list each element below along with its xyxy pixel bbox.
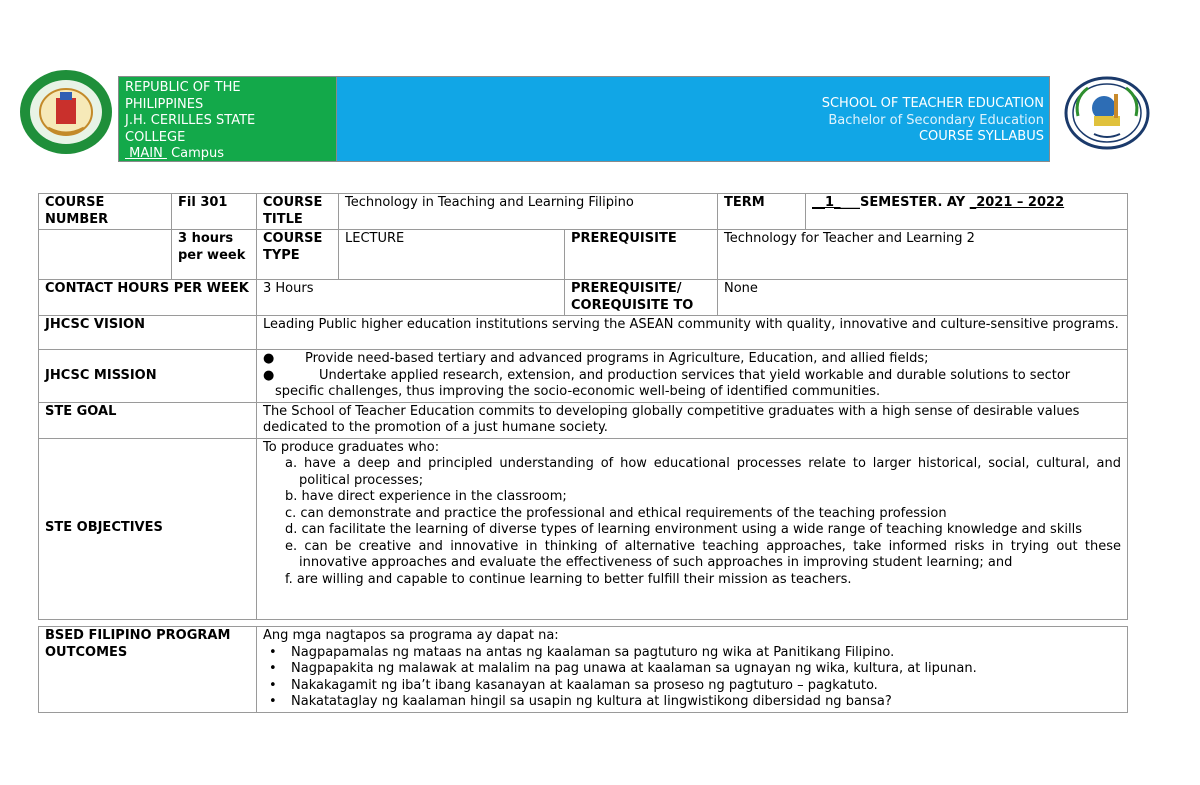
program-name: Bachelor of Secondary Education <box>828 112 1044 128</box>
campus-name: MAIN <box>125 146 167 161</box>
table-row <box>39 350 1128 403</box>
outcomes-label: BSED FILIPINO PROGRAM OUTCOMES <box>39 627 257 713</box>
list-item: f. are willing and capable to continue learning to better fulfill their mission as teachers. <box>285 571 852 587</box>
course-info-table <box>38 193 1128 620</box>
bullet-icon: • <box>269 661 277 676</box>
list-item: b. have direct experience in the classroom; <box>285 489 567 504</box>
table-row <box>39 402 1128 438</box>
contact-hours: 3 Hours <box>257 280 565 316</box>
course-title: Technology in Teaching and Learning Filipino <box>339 194 718 230</box>
objectives-intro: To produce graduates who: <box>263 439 440 455</box>
institution-line: PHILIPPINES <box>125 96 204 112</box>
list-item: • Nakatataglay ng kaalaman hingil sa usapin ng kultura at lingwistikong dibersidad ng bansa? <box>263 694 1121 711</box>
course-number: Fil 301 <box>172 194 257 230</box>
list-item: d. can facilitate the learning of diverse types of learning environment using a wide range of teaching knowledge and skills <box>285 522 1082 537</box>
campus-line <box>125 146 330 163</box>
list-item: • Nagpapakita ng malawak at malalim na pag unawa at kaalaman sa ugnayan ng wika, kultura, at lipunan. <box>263 661 1121 678</box>
table-row <box>39 438 1128 619</box>
hours-per-week: 3 hours per week <box>172 230 257 280</box>
objectives-cell <box>257 438 1128 619</box>
course-type: LECTURE <box>339 230 565 280</box>
school-name: SCHOOL OF TEACHER EDUCATION <box>821 96 1044 111</box>
list-item: • Nakakagamit ng iba’t ibang kasanayan at kaalaman sa proseso ng pagtuturo – pagkatuto. <box>263 678 1121 695</box>
list-item: e. can be creative and innovative in thinking of alternative teaching approaches, take informed risks in trying out these innovative approaches and evaluate the effectiveness of such approaches in improving student learning; and <box>285 538 1121 570</box>
mission-cell <box>257 350 1128 403</box>
outcomes-cell <box>257 627 1128 713</box>
table-row <box>39 280 1128 316</box>
outcomes-intro: Ang mga nagtapos sa programa ay dapat na: <box>263 628 559 643</box>
campus-word: Campus <box>166 146 225 161</box>
bullet-icon: • <box>269 644 277 660</box>
teacher-education-logo <box>1064 76 1150 150</box>
bullet-icon: • <box>269 677 277 693</box>
list-item: ● Provide need-based tertiary and advanced programs in Agriculture, Education, and allied fields; <box>263 351 929 366</box>
prerequisite-label: PREREQUISITE <box>565 230 718 280</box>
institution-line: J.H. CERILLES STATE <box>125 113 256 128</box>
institution-line: REPUBLIC OF THE <box>125 80 241 95</box>
list-item: c. can demonstrate and practice the professional and ethical requirements of the teaching profession <box>285 505 947 521</box>
corequisite: None <box>718 280 1128 316</box>
header-banner <box>118 76 1050 162</box>
course-type-label: COURSE TYPE <box>257 230 339 280</box>
table-row <box>39 627 1128 713</box>
list-item: ● Undertake applied research, extension, and production services that yield workable and durable solutions to sector specific challenges, thus improving the socio-economic well-being of identified communities. <box>263 367 1071 399</box>
academic-year: _2021 – 2022 <box>969 195 1065 210</box>
term-value <box>806 194 1128 230</box>
table-row <box>39 194 1128 230</box>
institution-block <box>119 77 337 161</box>
term-label: TERM <box>718 194 806 230</box>
term-number: __1_ <box>812 195 841 210</box>
mission-label: JHCSC MISSION <box>39 350 257 403</box>
contact-hours-label: CONTACT HOURS PER WEEK <box>39 280 257 316</box>
college-seal-logo <box>18 68 114 156</box>
bullet-icon: • <box>269 694 277 709</box>
prerequisite: Technology for Teacher and Learning 2 <box>718 230 1128 280</box>
table-row <box>39 230 1128 280</box>
table-row <box>39 316 1128 350</box>
bullet-icon: ● <box>263 351 275 366</box>
list-item: a. have a deep and principled understanding of how educational processes relate to larger historical, social, cultural, and political processes; <box>285 456 1121 488</box>
course-number-label: COURSE NUMBER <box>39 194 172 230</box>
goal-label: STE GOAL <box>39 402 257 438</box>
list-item: • Nagpapamalas ng mataas na antas ng kaalaman sa pagtuturo ng wika at Panitikang Filipino. <box>263 645 1121 662</box>
institution-line: COLLEGE <box>125 129 186 145</box>
document-title: COURSE SYLLABUS <box>918 129 1044 144</box>
school-block <box>337 77 1049 161</box>
corequisite-label: PREREQUISITE/ COREQUISITE TO <box>565 280 718 316</box>
goal-text: The School of Teacher Education commits to developing globally competitive graduates with a high sense of desirable values dedicated to the promotion of a just humane society. <box>257 402 1128 438</box>
vision-label: JHCSC VISION <box>39 316 257 350</box>
empty-cell <box>39 230 172 280</box>
bullet-icon: ● <box>263 367 275 383</box>
objectives-label: STE OBJECTIVES <box>39 438 257 619</box>
program-outcomes-table <box>38 626 1128 713</box>
course-title-label: COURSE TITLE <box>257 194 339 230</box>
semester-text: ___SEMESTER. AY <box>840 195 970 210</box>
vision-text: Leading Public higher education institutions serving the ASEAN community with quality, innovative and culture-sensitive programs. <box>257 316 1128 350</box>
